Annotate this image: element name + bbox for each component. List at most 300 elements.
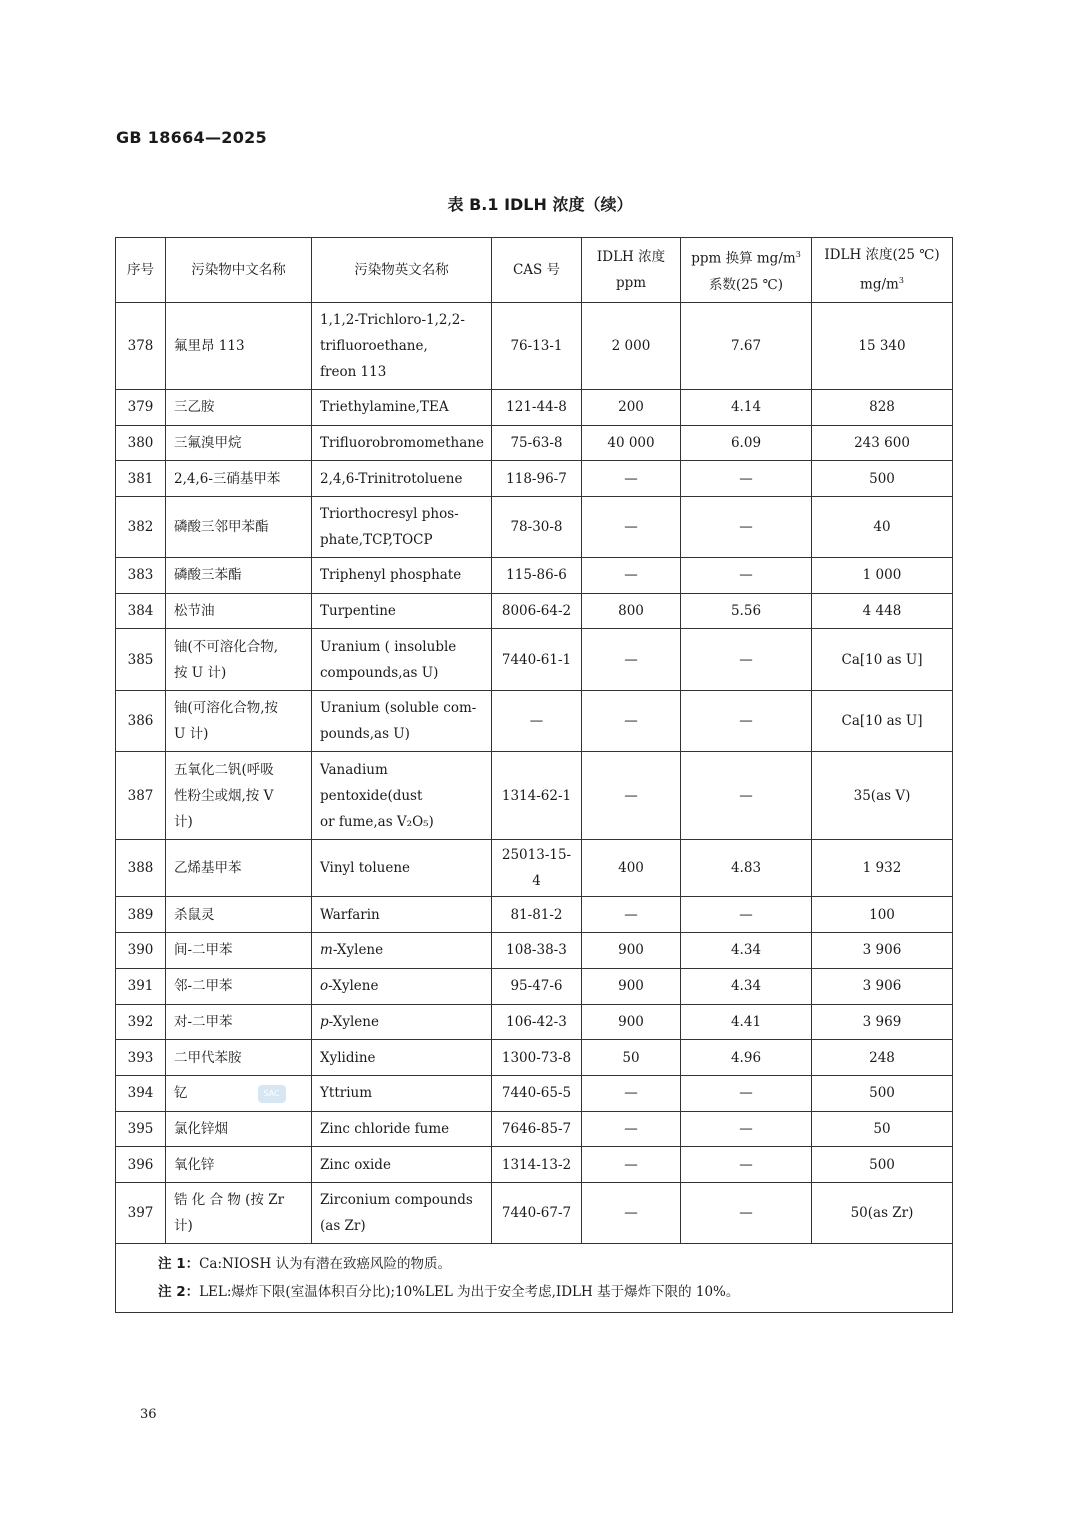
cell-factor: [681, 629, 812, 691]
cell-en-prefix: o: [320, 978, 329, 995]
cell-idlh-mg: [812, 1004, 953, 1040]
cell-factor-text: 4.34: [730, 942, 762, 959]
cell-idlh-mg: [812, 497, 953, 558]
cell-idlh-ppm: [582, 691, 681, 752]
cell-cas: [492, 558, 582, 594]
cell-cas-text: —: [529, 713, 544, 730]
cell-idlh-ppm-text: —: [624, 651, 638, 668]
cell-cn-name: [166, 840, 312, 897]
cell-idlh-ppm: [582, 933, 681, 969]
cell-en-name-text: Yttrium: [320, 1085, 373, 1102]
cell-cn-name: [166, 303, 312, 390]
table-row: [116, 691, 953, 752]
cell-no-text: 381: [127, 470, 154, 487]
cell-factor: [681, 968, 812, 1004]
col-header-idlh-mg-line1: IDLH 浓度(25 ℃): [824, 247, 940, 264]
cell-cn-name-text: 二甲代苯胺: [174, 1049, 242, 1066]
cell-cas-text: 78-30-8: [510, 519, 563, 536]
cell-factor: [681, 933, 812, 969]
cell-cn-name: [166, 558, 312, 594]
cell-factor-text: —: [739, 651, 753, 668]
cell-cn-name-text: 氧化锌: [174, 1156, 215, 1173]
cell-no: [116, 558, 166, 594]
cell-no: [116, 691, 166, 752]
table-notes: [116, 1243, 953, 1312]
col-header-idlh-ppm: [582, 238, 681, 303]
cell-idlh-ppm: [582, 1004, 681, 1040]
cell-en-name-text: Uranium ( insoluble compounds,as U): [320, 638, 457, 681]
cell-idlh-mg: [812, 752, 953, 840]
cell-cas: [492, 390, 582, 426]
cell-cas-text: 76-13-1: [510, 338, 563, 354]
cell-cas-text: 7440-61-1: [501, 651, 572, 668]
cell-en-name: [312, 461, 492, 497]
cell-factor: [681, 840, 812, 897]
cell-cas-text: 8006-64-2: [501, 603, 572, 620]
table-row: [116, 593, 953, 629]
cell-idlh-mg-text: 3 906: [862, 978, 902, 995]
cell-no: [116, 425, 166, 461]
cell-factor: [681, 390, 812, 426]
cell-idlh-mg: [812, 933, 953, 969]
cell-idlh-mg: [812, 558, 953, 594]
cell-cas-text: 115-86-6: [506, 567, 567, 584]
cell-cas: [492, 1040, 582, 1076]
cell-no-text: 394: [127, 1085, 154, 1102]
cell-idlh-mg-text: 40: [873, 519, 891, 536]
cell-factor-text: 4.83: [730, 860, 762, 877]
cell-idlh-ppm: [582, 1147, 681, 1183]
cell-idlh-mg: [812, 629, 953, 691]
cell-cn-name-text: 五氧化二钒(呼吸 性粉尘或烟,按 V 计): [174, 761, 274, 830]
cell-idlh-ppm: [582, 897, 681, 933]
cell-idlh-ppm: [582, 1111, 681, 1147]
table-row: [116, 897, 953, 933]
cell-idlh-mg-text: 3 906: [862, 942, 902, 959]
cell-en-name: [312, 425, 492, 461]
cell-factor: [681, 461, 812, 497]
cell-cn-name-text: 2,4,6-三硝基甲苯: [174, 470, 281, 487]
cell-idlh-ppm: [582, 1040, 681, 1076]
cell-factor-text: —: [739, 1120, 753, 1137]
cell-idlh-ppm: [582, 425, 681, 461]
cell-idlh-mg-text: Ca[10 as U]: [841, 713, 923, 730]
cell-idlh-ppm: [582, 1182, 681, 1243]
col-header-cn-name: 污染物中文名称: [166, 238, 312, 303]
cell-factor-text: 4.41: [730, 1013, 762, 1030]
col-header-factor-line2: 系数(25 ℃): [708, 276, 784, 293]
cell-no-text: 389: [127, 906, 154, 923]
cell-cn-name: [166, 1004, 312, 1040]
cell-idlh-mg-text: 243 600: [854, 435, 910, 452]
col-header-en-name: 污染物英文名称: [312, 238, 492, 303]
cell-idlh-ppm-text: 900: [618, 1013, 644, 1030]
cell-no: [116, 593, 166, 629]
cell-idlh-mg-text: 1 000: [862, 567, 902, 584]
cell-no-text: 391: [127, 978, 154, 995]
cell-factor-text: —: [739, 470, 753, 487]
cell-no-text: 379: [127, 399, 154, 416]
cell-idlh-ppm: [582, 593, 681, 629]
cell-factor-text: —: [739, 713, 753, 730]
cell-cn-name-text: 氯化锌烟: [174, 1120, 228, 1137]
cell-no: [116, 752, 166, 840]
table-title: 表 B.1 IDLH 浓度（续）: [447, 195, 633, 214]
cell-cn-name: [166, 593, 312, 629]
cell-idlh-ppm-text: —: [624, 1085, 638, 1102]
cell-cn-name: [166, 1111, 312, 1147]
cell-no: [116, 1004, 166, 1040]
col-header-cas: CAS 号: [492, 238, 582, 303]
cell-cas: [492, 425, 582, 461]
col-header-factor-sup: 3: [795, 250, 801, 260]
table-row: [116, 1004, 953, 1040]
cell-idlh-mg: [812, 1147, 953, 1183]
cell-idlh-mg: [812, 1075, 953, 1111]
cell-factor-text: 4.14: [730, 399, 762, 416]
cell-en-name-text: Trifluorobromomethane: [320, 435, 484, 452]
cell-en-name: [312, 1004, 492, 1040]
cell-en-name: [312, 968, 492, 1004]
cell-cn-name-text: 杀鼠灵: [174, 906, 215, 923]
cell-cas: [492, 691, 582, 752]
cell-en-name: [312, 558, 492, 594]
cell-cas-text: 1314-62-1: [501, 787, 572, 804]
cell-cn-name-text: 邻-二甲苯: [174, 978, 233, 995]
cell-no-text: 382: [127, 519, 154, 536]
cell-factor-text: —: [739, 906, 753, 923]
cell-idlh-mg-text: 15 340: [858, 338, 906, 354]
cell-en-name-text: Uranium (soluble com- pounds,as U): [320, 700, 477, 743]
cell-cas-text: 7440-65-5: [501, 1085, 572, 1102]
cell-idlh-mg-text: 500: [869, 470, 895, 487]
cell-idlh-mg: [812, 1040, 953, 1076]
cell-en-name-text: Triethylamine,TEA: [320, 399, 449, 416]
cell-idlh-ppm-text: 40 000: [607, 435, 655, 452]
cell-cas: [492, 968, 582, 1004]
table-row: [116, 933, 953, 969]
cell-en-name: [312, 629, 492, 691]
cell-cas: [492, 897, 582, 933]
cell-cas: [492, 752, 582, 840]
cell-cn-name-text: 氟里昂 113: [174, 338, 245, 354]
cell-en-name: [312, 933, 492, 969]
cell-factor-text: —: [739, 1156, 753, 1173]
table-row: [116, 390, 953, 426]
cell-cas-text: 7646-85-7: [501, 1120, 572, 1137]
cell-idlh-mg-text: 1 932: [862, 860, 902, 877]
cell-cas: [492, 461, 582, 497]
cell-cn-name: [166, 497, 312, 558]
col-header-factor: [681, 238, 812, 303]
cell-no: [116, 1111, 166, 1147]
cell-factor: [681, 1111, 812, 1147]
cell-cn-name-text: 对-二甲苯: [174, 1013, 233, 1030]
cell-idlh-ppm: [582, 461, 681, 497]
cell-idlh-ppm: [582, 303, 681, 390]
cell-factor-text: 7.67: [730, 338, 762, 354]
cell-idlh-mg: [812, 691, 953, 752]
cell-en-name-text: Triphenyl phosphate: [320, 567, 462, 584]
cell-cn-name-text: 锆 化 合 物 (按 Zr 计): [174, 1191, 285, 1234]
cell-idlh-ppm-text: —: [624, 1204, 638, 1221]
cell-no: [116, 897, 166, 933]
cell-cn-name-text: 三氟溴甲烷: [174, 435, 242, 452]
cell-factor-text: 6.09: [730, 435, 762, 452]
cell-cas-text: 121-44-8: [506, 399, 567, 416]
table-row: [116, 461, 953, 497]
cell-en-name: [312, 1040, 492, 1076]
table-row: [116, 1111, 953, 1147]
cell-idlh-mg: [812, 461, 953, 497]
cell-idlh-ppm-text: —: [624, 1120, 638, 1137]
cell-cn-name: [166, 968, 312, 1004]
cell-no-text: 378: [127, 338, 154, 354]
table-row: [116, 840, 953, 897]
col-header-no: 序号: [116, 238, 166, 303]
cell-factor-text: 4.34: [730, 978, 762, 995]
cell-idlh-mg-text: 500: [869, 1156, 895, 1173]
cell-no-text: 397: [127, 1204, 154, 1221]
cell-cas: [492, 1004, 582, 1040]
cell-cas-text: 75-63-8: [510, 435, 563, 452]
cell-en-prefix: m: [320, 942, 333, 959]
table-row: [116, 629, 953, 691]
cell-en-name-text: Zirconium compounds (as Zr): [320, 1191, 473, 1234]
cell-cas: [492, 1075, 582, 1111]
cell-factor-text: —: [739, 1204, 753, 1221]
cell-idlh-ppm: [582, 840, 681, 897]
cell-no-text: 390: [127, 942, 154, 959]
cell-no: [116, 1147, 166, 1183]
cell-idlh-ppm: [582, 558, 681, 594]
cell-no: [116, 840, 166, 897]
col-header-idlh-mg: [812, 238, 953, 303]
cell-idlh-ppm-text: —: [624, 713, 638, 730]
table-row: [116, 558, 953, 594]
cell-idlh-mg-text: 100: [869, 906, 895, 923]
cell-idlh-mg-text: 4 448: [862, 603, 902, 620]
cell-idlh-ppm-text: 400: [618, 860, 644, 877]
cell-no-text: 396: [127, 1156, 154, 1173]
cell-factor: [681, 497, 812, 558]
page-number: 36: [140, 1407, 157, 1422]
col-header-idlh-mg-sup: 3: [898, 276, 904, 286]
cell-no: [116, 303, 166, 390]
cell-factor: [681, 897, 812, 933]
cell-factor: [681, 1147, 812, 1183]
cell-cn-name-text: 松节油: [174, 603, 215, 620]
cell-idlh-mg: [812, 390, 953, 426]
cell-en-text: -Xylene: [328, 978, 379, 995]
cell-cn-name-text: 磷酸三邻甲苯酯: [174, 519, 269, 536]
cell-no-text: 384: [127, 603, 154, 620]
cell-cn-name-text: 钇: [174, 1085, 188, 1102]
cell-factor: [681, 558, 812, 594]
cell-idlh-ppm-text: —: [624, 519, 638, 536]
cell-cn-name: [166, 461, 312, 497]
cell-cn-name: [166, 752, 312, 840]
cell-cas-text: 106-42-3: [506, 1013, 567, 1030]
cell-idlh-mg: [812, 897, 953, 933]
cell-no: [116, 629, 166, 691]
cell-cn-name: [166, 1075, 312, 1111]
cell-cas: [492, 593, 582, 629]
cell-no-text: 388: [127, 860, 154, 877]
cell-cas: [492, 629, 582, 691]
cell-en-name-text: 1,1,2-Trichloro-1,2,2- trifluoroethane, freon 113: [320, 312, 465, 380]
cell-idlh-ppm: [582, 497, 681, 558]
cell-factor: [681, 593, 812, 629]
table-row: [116, 968, 953, 1004]
col-header-factor-line1: ppm 换算 mg/m: [691, 250, 796, 267]
cell-factor: [681, 752, 812, 840]
table-body: [116, 303, 953, 1244]
cell-idlh-ppm-text: 2 000: [611, 338, 651, 354]
cell-no-text: 380: [127, 435, 154, 452]
cell-en-name: [312, 752, 492, 840]
cell-no-text: 387: [127, 787, 154, 804]
cell-idlh-mg: [812, 303, 953, 390]
cell-en-name-text: Turpentine: [320, 603, 396, 620]
cell-cas: [492, 933, 582, 969]
cell-en-name: [312, 1147, 492, 1183]
cell-factor: [681, 303, 812, 390]
cell-en-name: [312, 840, 492, 897]
cell-no: [116, 968, 166, 1004]
cell-en-name-text: Triorthocresyl phos- phate,TCP,TOCP: [320, 506, 459, 549]
idlh-table: [115, 237, 953, 1313]
cell-en-name-text: Warfarin: [320, 906, 380, 923]
cell-cas: [492, 497, 582, 558]
cell-cas: [492, 1111, 582, 1147]
cell-idlh-ppm-text: 50: [622, 1049, 640, 1066]
cell-cn-name: [166, 1040, 312, 1076]
cell-cn-name: [166, 1182, 312, 1243]
cell-idlh-mg-text: 828: [869, 399, 895, 416]
cell-cn-name: [166, 390, 312, 426]
cell-en-name-text: Vinyl toluene: [320, 860, 410, 877]
cell-no: [116, 497, 166, 558]
cell-cas-text: 118-96-7: [506, 470, 567, 487]
cell-en-name-text: Vanadium pentoxide(dust or fume,as V₂O₅): [320, 761, 434, 830]
cell-en-text: -Xylene: [328, 1013, 379, 1030]
cell-en-name-text: Zinc chloride fume: [320, 1120, 450, 1137]
cell-cas-text: 1300-73-8: [501, 1049, 572, 1066]
cell-cas-text: 95-47-6: [510, 978, 563, 995]
cell-factor-text: —: [739, 1085, 753, 1102]
cell-no: [116, 461, 166, 497]
cell-en-name: [312, 691, 492, 752]
cell-en-name: [312, 897, 492, 933]
cell-idlh-ppm-text: 800: [618, 603, 644, 620]
cell-idlh-ppm-text: —: [624, 787, 638, 804]
col-header-idlh-ppm-line2: ppm: [615, 275, 647, 291]
note-2: 注 2：LEL:爆炸下限(室温体积百分比);10%LEL 为出于安全考虑,IDLH 基于爆炸下限的 10%。: [158, 1283, 740, 1300]
cell-idlh-mg-text: 50: [873, 1120, 891, 1137]
cell-en-name: [312, 497, 492, 558]
table-row: [116, 1147, 953, 1183]
cell-cn-name-text: 三乙胺: [174, 399, 215, 416]
cell-en-prefix: p: [320, 1013, 329, 1030]
cell-factor-text: —: [739, 787, 753, 804]
cell-idlh-mg: [812, 1182, 953, 1243]
col-header-idlh-mg-line2: mg/m: [860, 276, 899, 293]
cell-en-name: [312, 1111, 492, 1147]
cell-idlh-ppm: [582, 968, 681, 1004]
cell-en-name-text: Xylidine: [320, 1049, 376, 1066]
cell-idlh-mg-text: 3 969: [862, 1013, 902, 1030]
note-1: 注 1：Ca:NIOSH 认为有潜在致癌风险的物质。: [158, 1255, 452, 1272]
cell-cn-name-text: 间-二甲苯: [174, 942, 233, 959]
cell-no-text: 386: [127, 713, 154, 730]
cell-no-text: 392: [127, 1013, 154, 1030]
cell-en-name: [312, 390, 492, 426]
cell-idlh-mg: [812, 968, 953, 1004]
cell-cas: [492, 303, 582, 390]
table-row: [116, 497, 953, 558]
cell-idlh-ppm-text: —: [624, 567, 638, 584]
cell-en-name: [312, 1182, 492, 1243]
cell-no-text: 383: [127, 567, 154, 584]
table-header: [116, 238, 953, 303]
table-row: [116, 1075, 953, 1111]
cell-factor: [681, 1182, 812, 1243]
cell-idlh-mg: [812, 1111, 953, 1147]
cell-no: [116, 390, 166, 426]
table-row: [116, 752, 953, 840]
cell-idlh-ppm: [582, 390, 681, 426]
cell-cn-name: [166, 425, 312, 461]
cell-cas-text: 25013-15-4: [501, 847, 572, 890]
cell-cn-name-text: 乙烯基甲苯: [174, 860, 242, 877]
cell-factor-text: —: [739, 519, 753, 536]
cell-idlh-ppm-text: 200: [618, 399, 644, 416]
cell-idlh-ppm-text: —: [624, 470, 638, 487]
cell-idlh-mg: [812, 593, 953, 629]
cell-factor: [681, 1075, 812, 1111]
cell-no: [116, 1075, 166, 1111]
cell-idlh-ppm-text: —: [624, 1156, 638, 1173]
cell-idlh-ppm: [582, 1075, 681, 1111]
cell-cn-name: [166, 897, 312, 933]
cell-idlh-mg-text: 500: [869, 1085, 895, 1102]
cell-factor-text: —: [739, 567, 753, 584]
cell-cas-text: 7440-67-7: [501, 1204, 572, 1221]
cell-idlh-ppm: [582, 752, 681, 840]
cell-no: [116, 933, 166, 969]
cell-idlh-ppm-text: —: [624, 906, 638, 923]
cell-cn-name-text: 铀(不可溶化合物, 按 U 计): [174, 638, 279, 681]
cell-en-name-text: 2,4,6-Trinitrotoluene: [320, 470, 463, 487]
cell-cas: [492, 1182, 582, 1243]
table-row: [116, 1040, 953, 1076]
table-row: [116, 1182, 953, 1243]
cell-idlh-ppm: [582, 629, 681, 691]
cell-idlh-mg-text: 35(as V): [853, 787, 911, 804]
cell-factor: [681, 691, 812, 752]
cell-cn-name-text: 磷酸三苯酯: [174, 567, 242, 584]
cell-idlh-mg-text: Ca[10 as U]: [841, 651, 923, 668]
cell-no-text: 395: [127, 1120, 154, 1137]
cell-en-text: -Xylene: [332, 942, 384, 959]
cell-idlh-mg: [812, 425, 953, 461]
cell-cas-text: 108-38-3: [506, 942, 567, 959]
cell-factor-text: 4.96: [730, 1049, 762, 1066]
cell-cn-name: [166, 691, 312, 752]
cell-no-text: 393: [127, 1049, 154, 1066]
cell-no: [116, 1040, 166, 1076]
